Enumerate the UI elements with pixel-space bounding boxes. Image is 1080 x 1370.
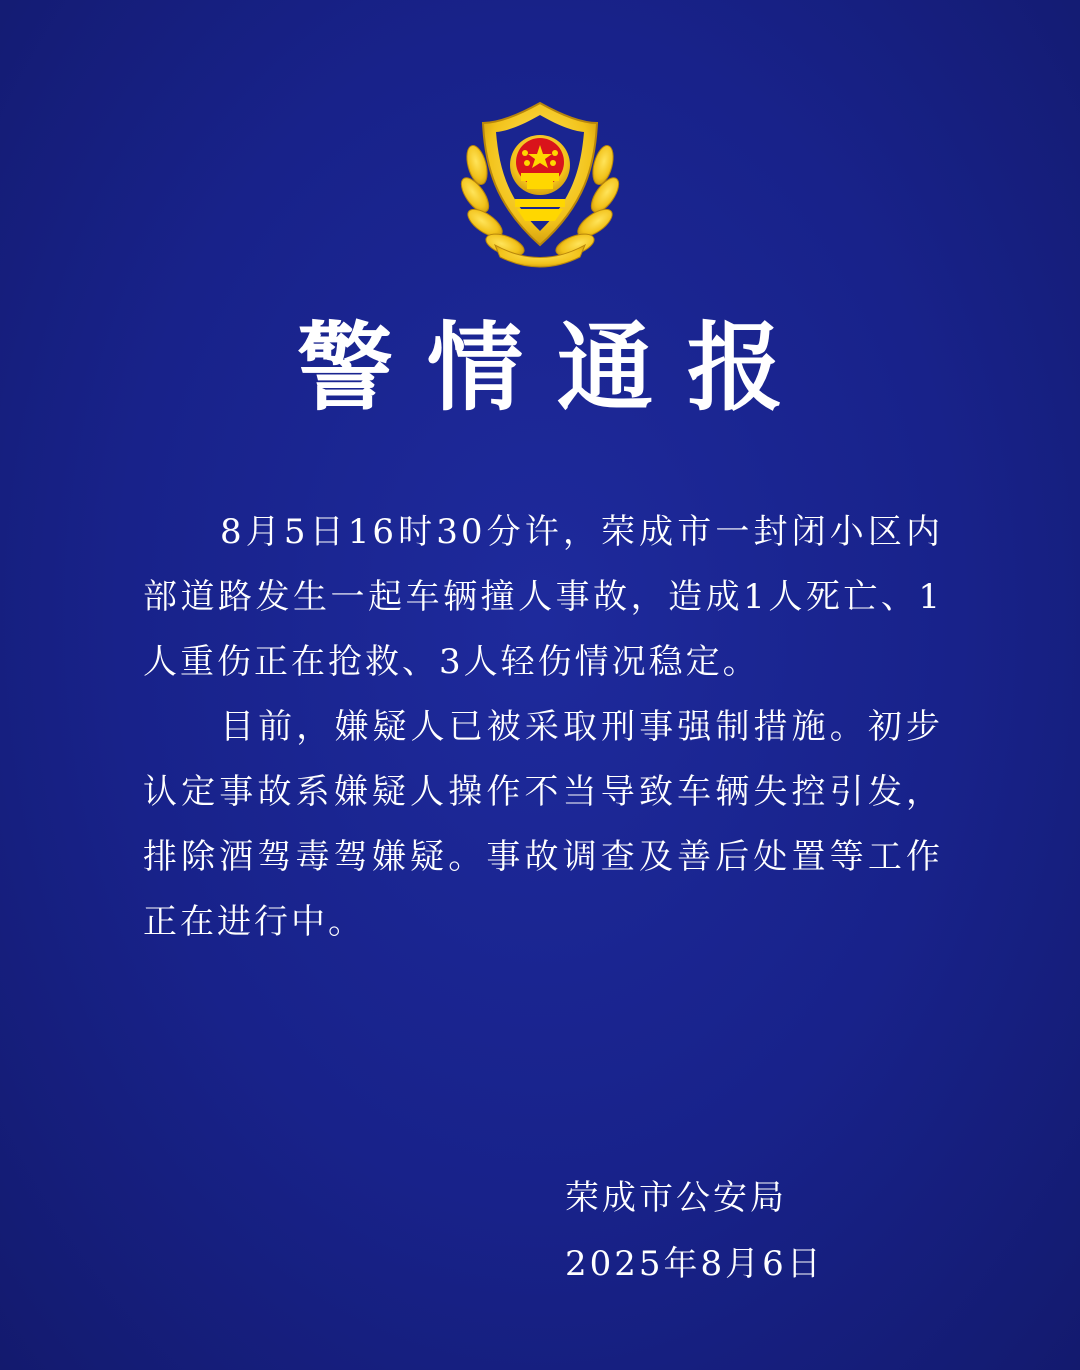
notice-paragraph-1: 8月5日16时30分许，荣成市一封闭小区内部道路发生一起车辆撞人事故，造成1人死亡、1人重伤正在抢救、3人轻伤情况稳定。 xyxy=(143,512,943,682)
notice-title: 警情通报 xyxy=(297,312,817,424)
notice-paragraph-2: 目前，嫌疑人已被采取刑事强制措施。初步认定事故系嫌疑人操作不当导致车辆失控引发，排除酒驾毒驾嫌疑。事故调查及善后处置等工作正在进行中。 xyxy=(143,707,943,942)
notice-signature xyxy=(565,1165,865,1297)
notice-body xyxy=(143,500,943,955)
police-emblem-icon xyxy=(455,95,625,275)
issuer-name: 荣成市公安局 xyxy=(565,1178,787,1218)
issue-date: 2025年8月6日 xyxy=(565,1244,824,1284)
